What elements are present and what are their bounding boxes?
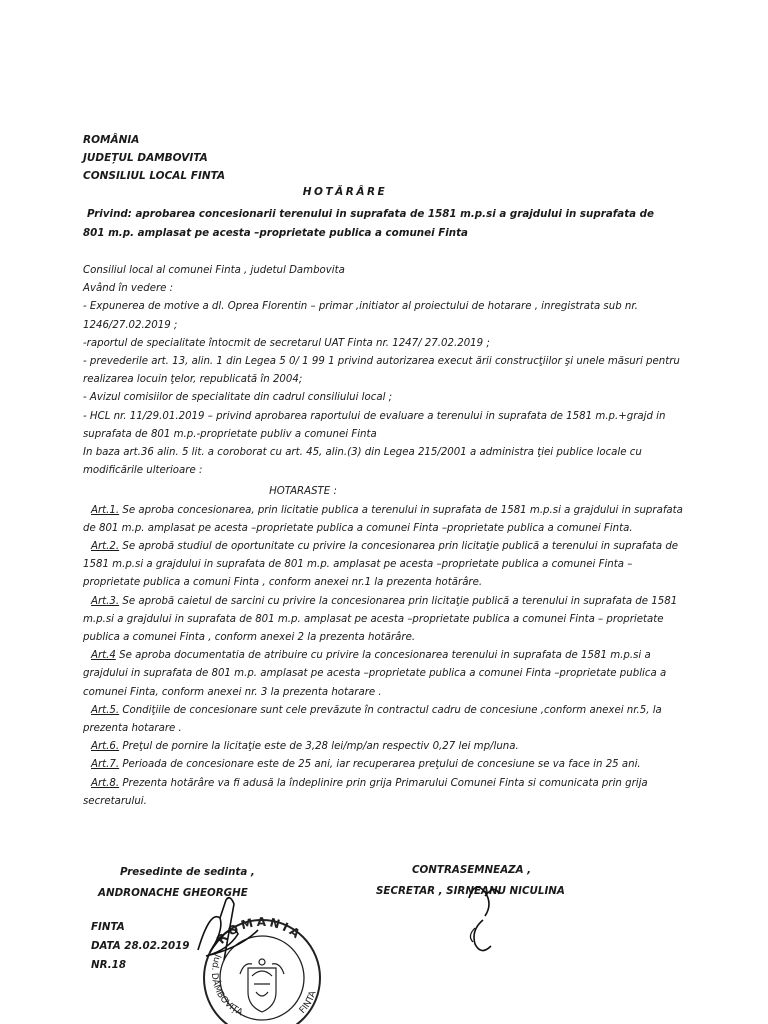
document-footer [91,918,189,975]
article-label: Art.2. [91,541,120,553]
footer-number: NR.18 [91,959,126,971]
article-text: Preţul de pornire la licitaţie este de 3,28 lei/mp/an respectiv 0,27 lei mp/luna. [119,741,519,753]
document-body [83,262,683,811]
article-text: Prezenta hotărâre va fi adusă la îndeplinire prin grija Primarului Comunei Finta si comunicata prin grija secretarului. [83,777,648,807]
article-label: Art.8. [91,777,120,789]
article [83,702,683,738]
article [83,593,683,648]
article-text: Se aprobă studiul de oportunitate cu privire la concesionarea prin licitaţie publică a terenului in suprafata de 1581 m.p.si a grajdului in suprafata de 801 m.p. amplasat pe acesta –proprietate publica a comunei Finta – proprietate publica a comuni Finta , conform anexei nr.1 la prezenta hotărâre. [83,541,679,589]
svg-text:Jud. DÂMBOVIȚA [209,952,245,1019]
article-label: Art.3. [91,595,120,607]
preamble-line: - prevederile art. 13, alin. 1 din Legea 5 0/ 1 99 1 privind autorizarea execut ării construcţiilor şi unele măsuri pentru realizarea locuin ţelor, republicată în 2004; [83,356,680,386]
article-text: Se aprobă caietul de sarcini cu privire la concesionarea prin licitaţie publică a terenului in suprafata de 1581 m.p.si a grajdului in suprafata de 801 m.p. amplasat pe acesta –proprietate publica a comunei Finta – proprietate publica a comunei Finta , conform anexei 2 la prezenta hotărâre. [83,595,678,644]
secretary-signature-icon [455,870,515,960]
article [83,756,683,774]
stamp-left-text: Jud. DÂMBOVIȚA [208,952,245,1019]
preamble-line: - Avizul comisiilor de specialitate din cadrul consiliului local ; [83,392,393,404]
hotaraste-heading: HOTARASTE : [269,486,337,498]
preamble-line: -raportul de specialitate întocmit de secretarul UAT Finta nr. 1247/ 27.02.2019 ; [83,337,490,349]
document-title: HOTĂRÂRE [302,186,388,198]
countersign-title: CONTRASEMNEAZA , [412,864,532,876]
article [83,538,683,593]
official-stamp-icon [180,890,340,1024]
header-council: CONSILIUL LOCAL FINTA [83,170,226,182]
preamble-line: Având în vedere : [83,283,174,295]
footer-place: FINTA [91,921,125,933]
header-country: ROMÂNIA [83,134,140,146]
article-label: Art.4 [91,650,116,662]
president-name: ANDRONACHE GHEORGHE [98,887,248,899]
article-label: Art.6. [91,741,120,753]
article-text: Condiţiile de concesionare sunt cele prevăzute în contractul cadru de concesiune ,conform anexei nr.5, la prezenta hotarare . [83,704,662,735]
document-subject: Privind: aprobarea concesionarii terenului in suprafata de 1581 m.p.si a grajdului in suprafata de 801 m.p. amplasat pe acesta –proprietate publica a comunei Finta [83,208,655,239]
stamp-top-text: ROMANIA [214,914,305,947]
article-label: Art.7. [91,759,120,771]
footer-date: DATA 28.02.2019 [91,940,190,952]
article [83,775,683,811]
preamble-line: - Expunerea de motive a dl. Oprea Florentin – primar ,initiator al proiectului de hotarare , inregistrata sub nr. 1246/27.02.2019 ; [83,301,638,331]
article [83,647,683,702]
header-county: JUDEȚUL DAMBOVITA [83,152,208,164]
article-text: Se aproba documentatia de atribuire cu privire la concesionarea terenului in suprafata de 1581 m.p.si a grajdului in suprafata de 801 m.p. amplasat pe acesta –proprietate publica a comunei Finta –proprietate publica a comunei Finta, conform anexei nr. 3 la prezenta hotarare . [83,650,667,698]
article-text: Se aproba concesionarea, prin licitatie publica a terenului in suprafata de 1581 m.p.si a grajdului in suprafata de 801 m.p. amplasat pe acesta –proprietate publica a comunei Finta –proprietate publica a comunei Finta. [83,504,683,534]
stamp-right-text: FINTA [297,989,319,1016]
article [83,738,683,756]
article-label: Art.1. [91,504,120,516]
secretary-name: SECRETAR , SIRNEANU NICULINA [376,885,565,897]
president-title: Presedinte de sedinta , [120,866,255,878]
article [83,502,683,538]
preamble-line: Consiliul local al comunei Finta , judetul Dambovita [83,265,345,276]
article-label: Art.5. [91,704,120,716]
article-text: Perioada de concesionare este de 25 ani, iar recuperarea preţului de concesiune se va face in 25 ani. [119,759,641,771]
preamble-line: In baza art.36 alin. 5 lit. a coroborat cu art. 45, alin.(3) din Legea 215/2001 a administra ţiei publice locale cu modificările ulterioare : [83,447,642,477]
preamble-line: - HCL nr. 11/29.01.2019 – privind aprobarea raportului de evaluare a terenului in suprafata de 1581 m.p.+grajd in suprafata de 801 m.p.-proprietate publiv a comunei Finta [83,410,666,440]
